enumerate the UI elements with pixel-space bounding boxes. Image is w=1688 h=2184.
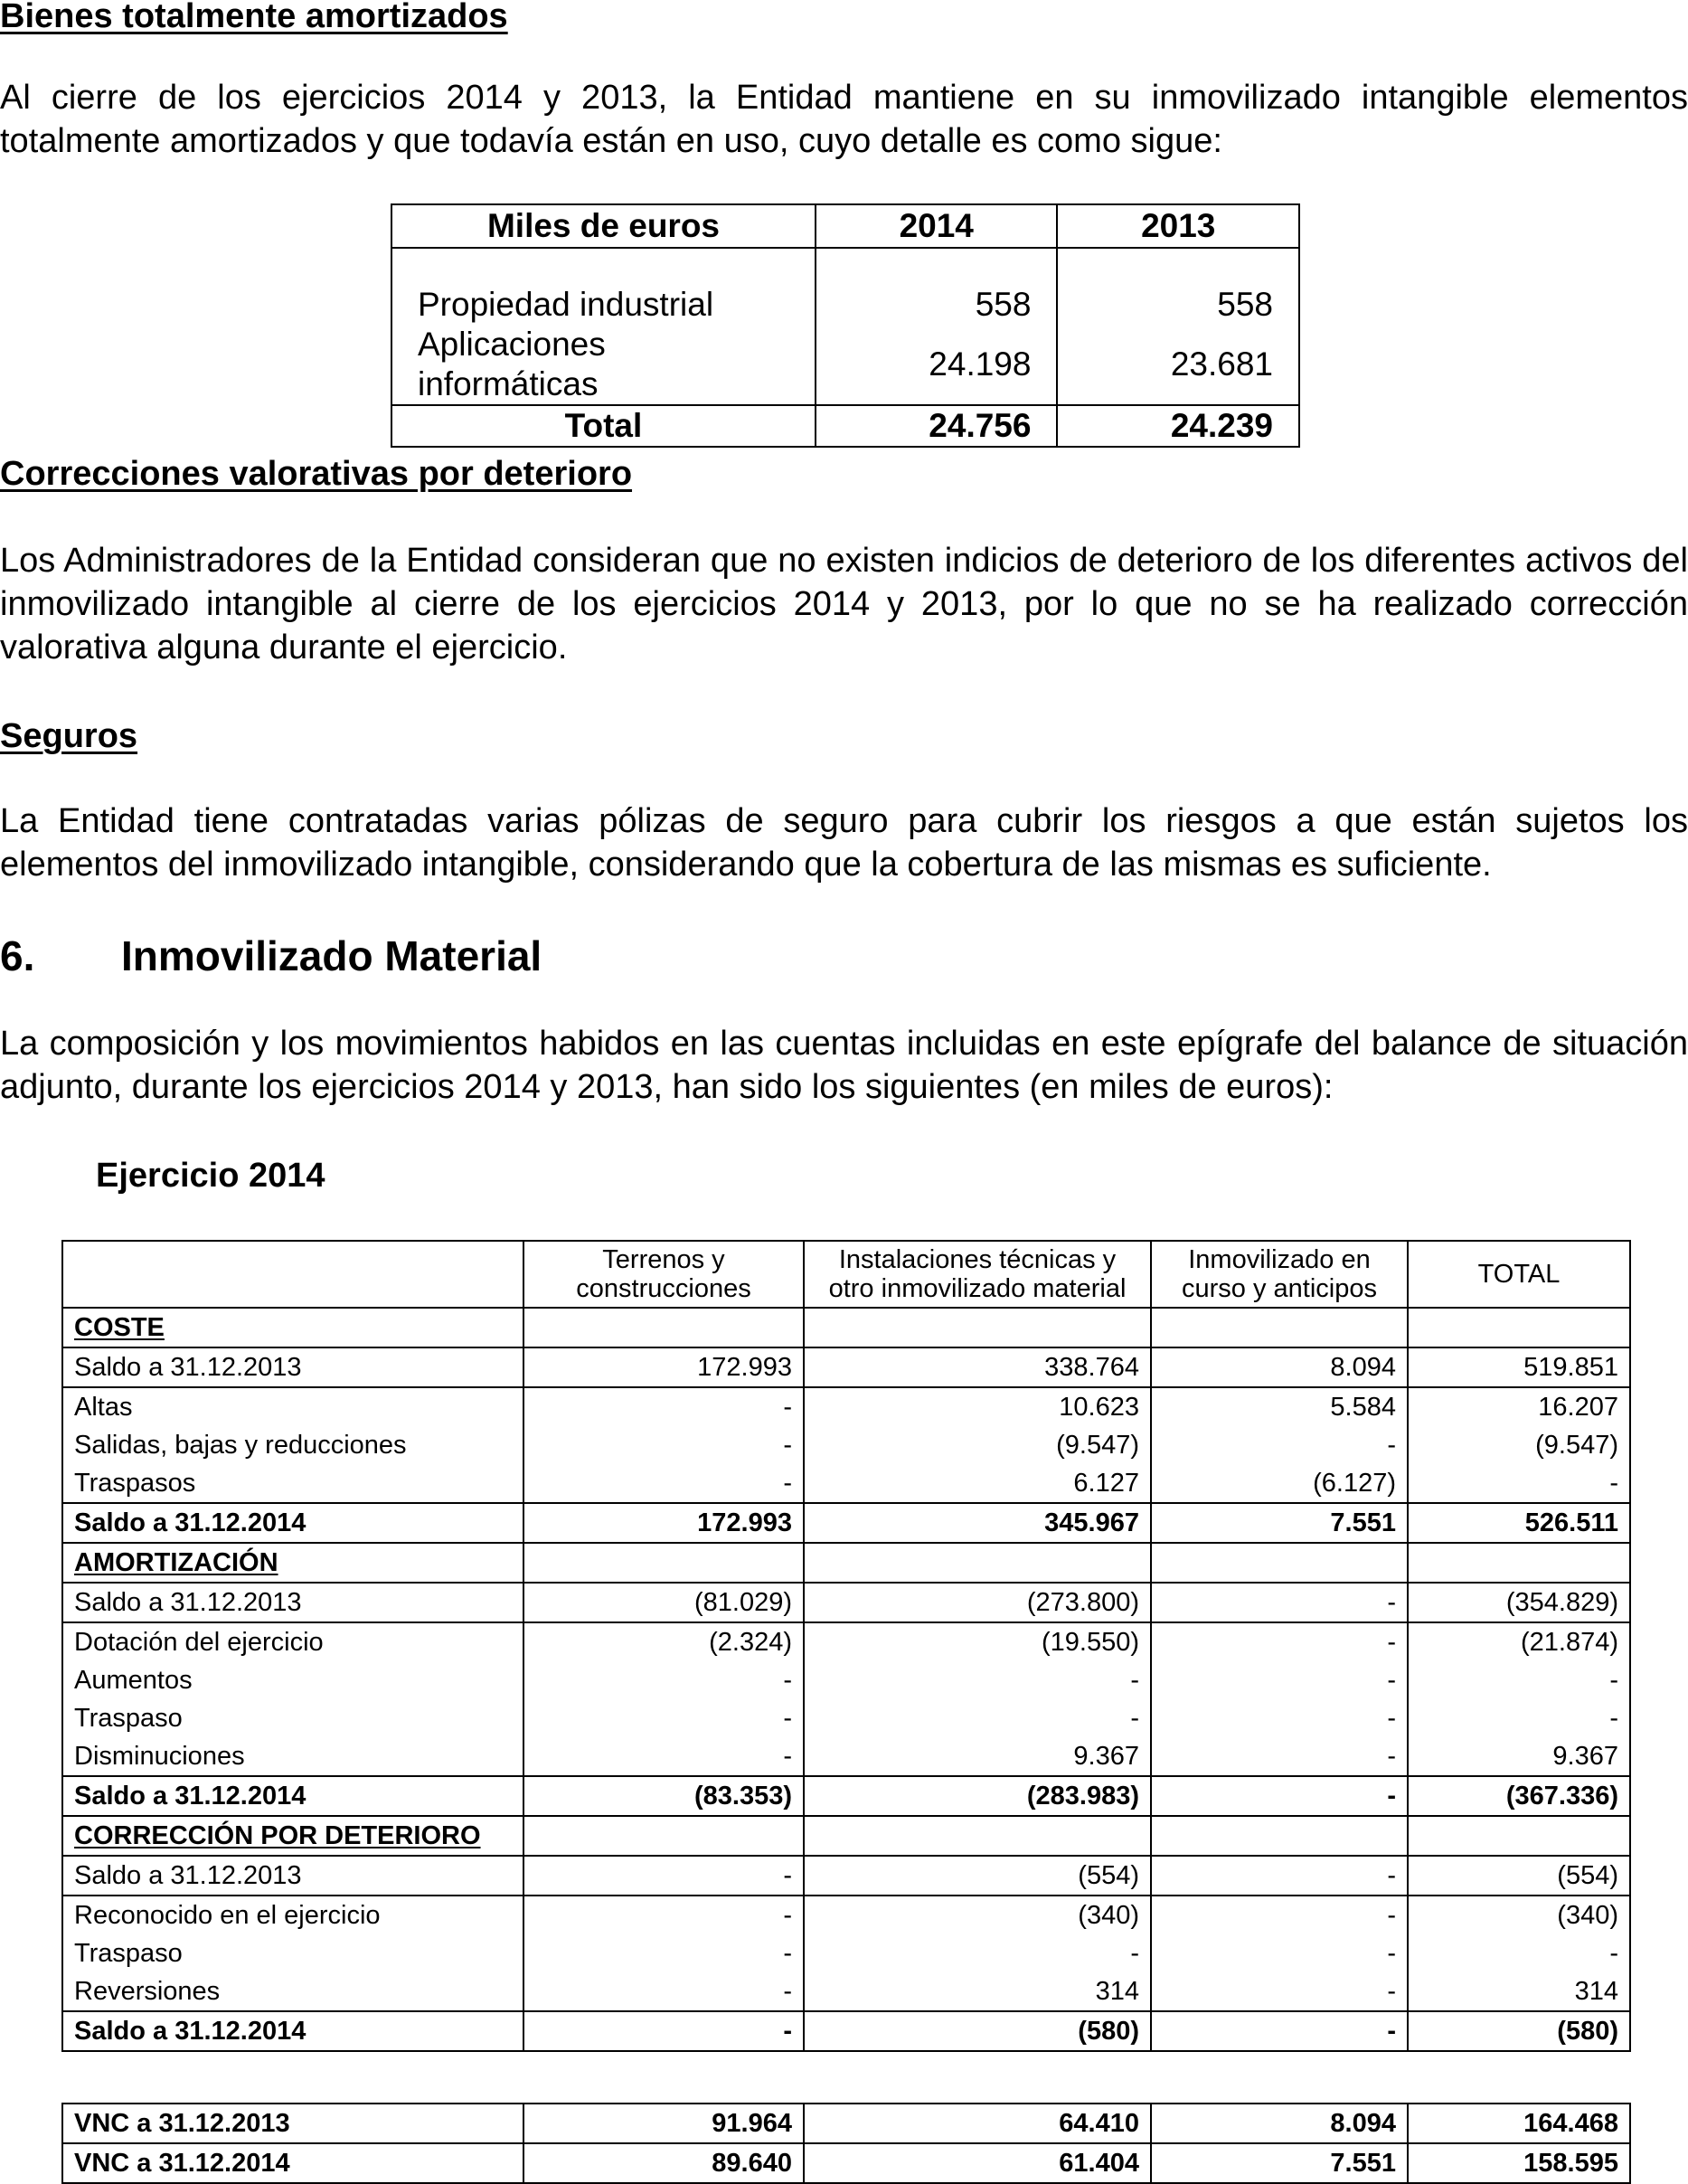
vnc-row	[62, 2104, 1630, 2143]
row-label: Saldo a 31.12.2014	[62, 2011, 523, 2051]
value-cell: 9.367	[1408, 1737, 1630, 1776]
section-label: AMORTIZACIÓN	[74, 1547, 278, 1577]
value-cell: -	[804, 1934, 1151, 1972]
vnc-row	[62, 2143, 1630, 2183]
value-cell: 5.584	[1151, 1387, 1408, 1426]
paragraph-correcciones: Los Administradores de la Entidad consideran que no existen indicios de deterioro de los diferentes activos del inmovilizado intangible al cierre de los ejercicios 2014 y 2013, por lo que no se ha realizado corrección valorativa alguna durante el ejercicio.	[0, 542, 1688, 667]
value-cell: 10.623	[804, 1387, 1151, 1426]
value-cell: (340)	[804, 1896, 1151, 1934]
value-cell: -	[523, 1934, 804, 1972]
value-cell: -	[523, 1464, 804, 1503]
row-label: Propiedad industrial	[391, 285, 816, 325]
value-cell: (354.829)	[1408, 1583, 1630, 1622]
table-row	[62, 1347, 1630, 1387]
paragraph-seguros: La Entidad tiene contratadas varias pólizas de seguro para cubrir los riesgos a que están sujetos los elementos del inmovilizado intangible, considerando que la cobertura de las mismas es suficiente.	[0, 802, 1688, 884]
row-label: VNC a 31.12.2014	[62, 2143, 523, 2183]
value-cell: 558	[1057, 285, 1299, 325]
closing-row	[62, 1776, 1630, 1816]
closing-row	[62, 2011, 1630, 2051]
value-cell: 558	[816, 285, 1058, 325]
row-label: VNC a 31.12.2013	[62, 2104, 523, 2143]
value-cell: -	[804, 1699, 1151, 1737]
value-cell: 314	[1408, 1972, 1630, 2011]
value-cell: 61.404	[804, 2143, 1151, 2183]
net-book-value-table	[61, 2103, 1631, 2184]
section-label: CORRECCIÓN POR DETERIORO	[74, 1820, 481, 1850]
row-label: Disminuciones	[62, 1737, 523, 1776]
table-row	[62, 1426, 1630, 1464]
value-cell: (554)	[1408, 1856, 1630, 1896]
value-cell: -	[523, 1972, 804, 2011]
value-cell: -	[1408, 1661, 1630, 1699]
heading-bienes-amortizados: Bienes totalmente amortizados	[0, 0, 508, 35]
fixed-assets-movements-table	[61, 1240, 1631, 2052]
value-cell: (9.547)	[1408, 1426, 1630, 1464]
value-cell: -	[1151, 1896, 1408, 1934]
value-cell: -	[523, 2011, 804, 2051]
header-cell: Miles de euros	[391, 204, 816, 248]
value-cell: 519.851	[1408, 1347, 1630, 1387]
paragraph-bienes-amortizados: Al cierre de los ejercicios 2014 y 2013, la Entidad mantiene en su inmovilizado intangible elementos totalmente amortizados y que todavía están en uso, cuyo detalle es como sigue:	[0, 79, 1688, 160]
value-cell: 7.551	[1151, 2143, 1408, 2183]
value-cell: 314	[804, 1972, 1151, 2011]
value-cell: -	[523, 1699, 804, 1737]
table-row	[62, 1699, 1630, 1737]
value-cell: (367.336)	[1408, 1776, 1630, 1816]
header-cell: Inmovilizado en curso y anticipos	[1151, 1241, 1408, 1308]
value-cell: (6.127)	[1151, 1464, 1408, 1503]
value-cell: 8.094	[1151, 2104, 1408, 2143]
value-cell: 23.681	[1057, 325, 1299, 405]
value-cell: 172.993	[523, 1347, 804, 1387]
section-number: 6.	[0, 932, 35, 979]
row-label: Salidas, bajas y reducciones	[62, 1426, 523, 1464]
row-label: Aumentos	[62, 1661, 523, 1699]
value-cell: -	[1151, 1661, 1408, 1699]
section-label: COSTE	[74, 1312, 165, 1342]
total-label: Total	[391, 405, 816, 447]
value-cell: 7.551	[1151, 1503, 1408, 1543]
table-row	[62, 1387, 1630, 1426]
section-title-text: Inmovilizado Material	[121, 932, 542, 979]
value-cell: -	[1408, 1699, 1630, 1737]
value-cell: -	[523, 1426, 804, 1464]
value-cell: 345.967	[804, 1503, 1151, 1543]
table-row	[62, 1661, 1630, 1699]
value-cell: -	[1151, 1699, 1408, 1737]
value-cell: -	[1151, 1426, 1408, 1464]
value-cell: -	[1151, 2011, 1408, 2051]
value-cell: -	[523, 1661, 804, 1699]
value-cell: (83.353)	[523, 1776, 804, 1816]
value-cell: 172.993	[523, 1503, 804, 1543]
value-cell: -	[1408, 1464, 1630, 1503]
header-cell: Instalaciones técnicas y otro inmovilizado material	[804, 1241, 1151, 1308]
value-cell: 24.198	[816, 325, 1058, 405]
value-cell: -	[1151, 1737, 1408, 1776]
value-cell: -	[523, 1856, 804, 1896]
value-cell: (580)	[804, 2011, 1151, 2051]
section-row-deterioro	[62, 1816, 1630, 1856]
value-cell: 158.595	[1408, 2143, 1630, 2183]
table-row	[62, 1856, 1630, 1896]
section-row-coste	[62, 1308, 1630, 1347]
value-cell: (9.547)	[804, 1426, 1151, 1464]
row-label: Saldo a 31.12.2014	[62, 1776, 523, 1816]
value-cell: 91.964	[523, 2104, 804, 2143]
value-cell: -	[1151, 1856, 1408, 1896]
value-cell: 338.764	[804, 1347, 1151, 1387]
table-row	[62, 1622, 1630, 1661]
heading-correcciones: Correcciones valorativas por deterioro	[0, 455, 633, 493]
row-label: Altas	[62, 1387, 523, 1426]
value-cell: 89.640	[523, 2143, 804, 2183]
value-cell: 9.367	[804, 1737, 1151, 1776]
value-cell: -	[1151, 1934, 1408, 1972]
value-cell: -	[523, 1896, 804, 1934]
header-cell	[62, 1241, 523, 1308]
heading-seguros: Seguros	[0, 717, 138, 755]
value-cell: (21.874)	[1408, 1622, 1630, 1661]
paragraph-inmovilizado-material: La composición y los movimientos habidos en las cuentas incluidas en este epígrafe del balance de situación adjunto, durante los ejercicios 2014 y 2013, han sido los siguientes (en miles de euros):	[0, 1025, 1688, 1106]
closing-row	[62, 1503, 1630, 1543]
row-label: Saldo a 31.12.2014	[62, 1503, 523, 1543]
header-cell: 2014	[816, 204, 1058, 248]
value-cell: -	[1151, 1583, 1408, 1622]
table-row	[391, 325, 1299, 405]
section-title-inmovilizado-material	[0, 931, 542, 980]
row-label: Reversiones	[62, 1972, 523, 2011]
value-cell: -	[523, 1737, 804, 1776]
value-cell: 526.511	[1408, 1503, 1630, 1543]
value-cell: -	[1151, 1776, 1408, 1816]
value-cell: (273.800)	[804, 1583, 1151, 1622]
value-cell: 164.468	[1408, 2104, 1630, 2143]
value-cell: -	[1151, 1622, 1408, 1661]
value-cell: 8.094	[1151, 1347, 1408, 1387]
row-label: Aplicaciones informáticas	[391, 325, 816, 405]
value-cell: (283.983)	[804, 1776, 1151, 1816]
header-cell: Terrenos y construcciones	[523, 1241, 804, 1308]
value-cell: (19.550)	[804, 1622, 1151, 1661]
value-cell: (340)	[1408, 1896, 1630, 1934]
row-label: Saldo a 31.12.2013	[62, 1583, 523, 1622]
row-label: Dotación del ejercicio	[62, 1622, 523, 1661]
table-row	[62, 1583, 1630, 1622]
total-value: 24.756	[816, 405, 1058, 447]
value-cell: 64.410	[804, 2104, 1151, 2143]
table-row	[62, 1896, 1630, 1934]
value-cell: -	[1408, 1934, 1630, 1972]
value-cell: (554)	[804, 1856, 1151, 1896]
value-cell: -	[804, 1661, 1151, 1699]
table-row	[62, 1737, 1630, 1776]
table-row	[62, 1934, 1630, 1972]
value-cell: -	[1151, 1972, 1408, 2011]
section-row-amortizacion	[62, 1543, 1630, 1583]
row-label: Traspaso	[62, 1934, 523, 1972]
table-row	[62, 1972, 1630, 2011]
row-label: Traspasos	[62, 1464, 523, 1503]
value-cell: (580)	[1408, 2011, 1630, 2051]
total-value: 24.239	[1057, 405, 1299, 447]
row-label: Saldo a 31.12.2013	[62, 1347, 523, 1387]
value-cell: (81.029)	[523, 1583, 804, 1622]
table-row	[62, 1464, 1630, 1503]
value-cell: (2.324)	[523, 1622, 804, 1661]
fully-amortized-table	[391, 203, 1300, 448]
total-row	[391, 405, 1299, 447]
value-cell: 16.207	[1408, 1387, 1630, 1426]
header-cell: TOTAL	[1408, 1241, 1630, 1308]
header-cell: 2013	[1057, 204, 1299, 248]
value-cell: -	[523, 1387, 804, 1426]
row-label: Saldo a 31.12.2013	[62, 1856, 523, 1896]
subheading-ejercicio-2014: Ejercicio 2014	[96, 1157, 325, 1195]
value-cell: 6.127	[804, 1464, 1151, 1503]
row-label: Reconocido en el ejercicio	[62, 1896, 523, 1934]
table-row	[391, 285, 1299, 325]
row-label: Traspaso	[62, 1699, 523, 1737]
